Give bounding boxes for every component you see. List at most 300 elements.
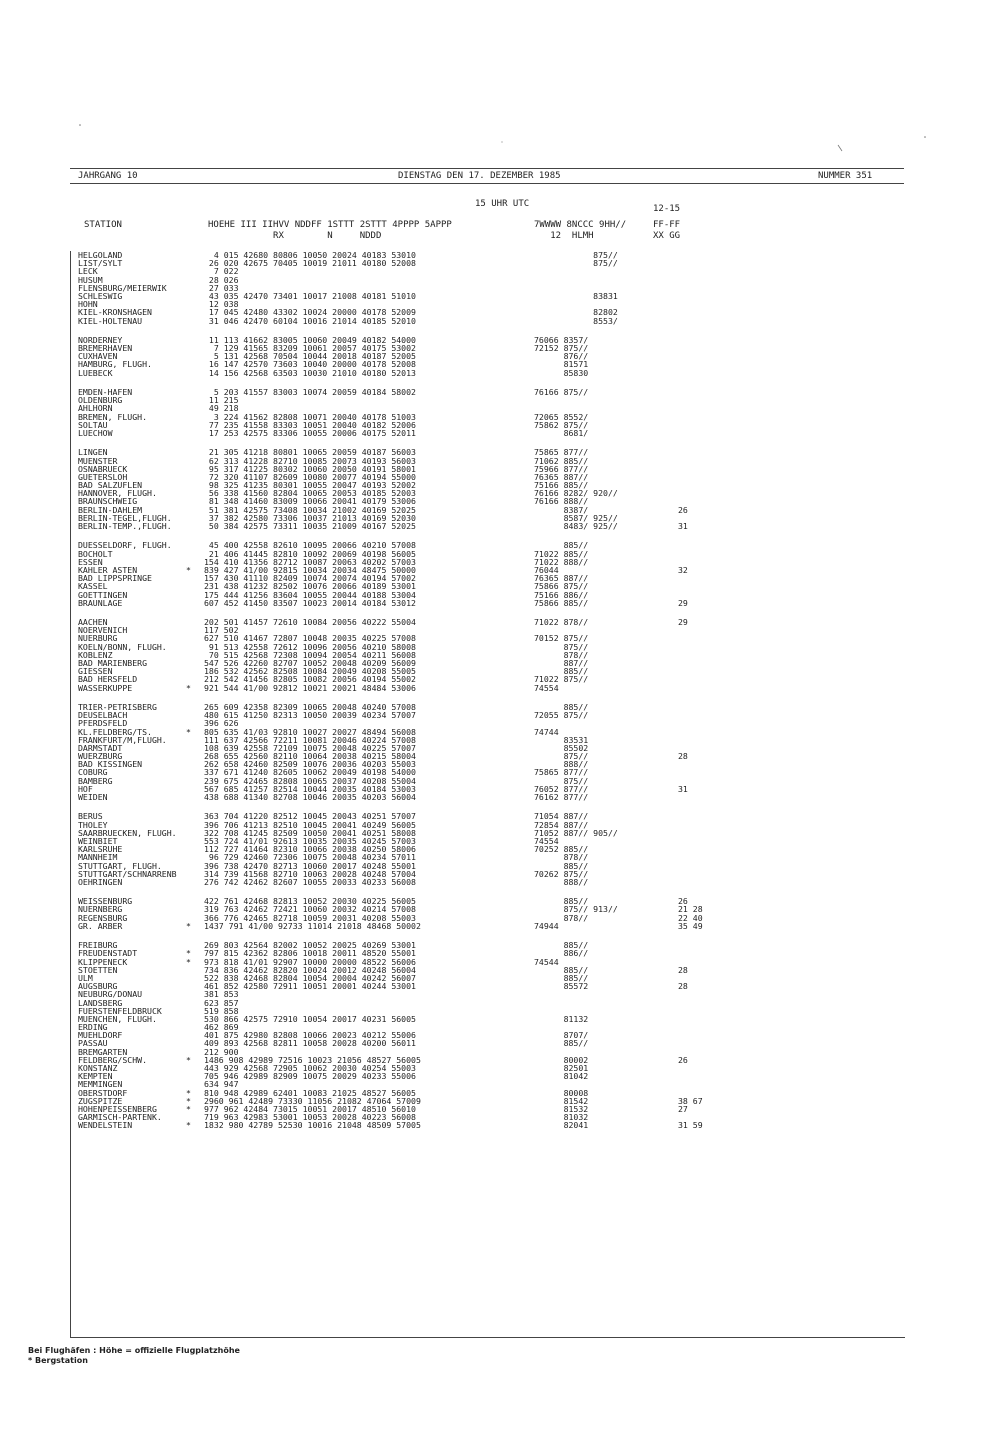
station-name: HELGOLAND: [78, 250, 123, 260]
synop-codes: 117 502: [204, 625, 239, 636]
gust-values: 38 67: [678, 1095, 703, 1106]
synop-codes: 98 325 41235 80301 10055 20047 40193 52002: [204, 480, 416, 491]
synop-codes: 62 313 41228 82710 10085 20073 40193 56003: [204, 455, 416, 466]
station-name: BAMBERG: [78, 775, 113, 786]
gust-values: 29: [678, 617, 688, 628]
station-name: HOHN: [78, 299, 98, 310]
station-name: BREMEN, FLUGH.: [78, 411, 148, 422]
synop-codes: 438 688 41340 82708 10046 20035 40203 56004: [204, 792, 416, 802]
observation-codes: 82802: [534, 307, 618, 318]
station-name: NUERNBERG: [78, 904, 123, 915]
station-name: OSNABRUECK: [78, 463, 128, 474]
station-name: HOHENPEISSENBERG: [78, 1103, 157, 1114]
station-name: BAD KISSINGEN: [78, 759, 143, 770]
station-name: FLENSBURG/MEIERWIK: [78, 282, 167, 293]
observation-codes: 8707/: [534, 1030, 589, 1041]
synop-codes: 16 147 42570 73603 10040 20000 40178 52008: [204, 359, 416, 370]
observation-codes: 76365 887//: [534, 573, 589, 584]
gust-values: 27: [678, 1103, 688, 1114]
synop-codes: 95 317 41225 80302 10060 20050 40191 58001: [204, 463, 416, 474]
station-name: PFERDSFELD: [78, 718, 128, 729]
observation-codes: 71062 885//: [534, 455, 589, 466]
synop-codes: 175 444 41256 83604 10055 20044 40188 53004: [204, 589, 416, 600]
station-name: BAD HERSFELD: [78, 674, 138, 685]
synop-codes: 91 513 42558 72612 10096 20056 40210 58008: [204, 641, 416, 652]
station-name: GARMISCH-PARTENK.: [78, 1112, 162, 1123]
station-name: DARMSTADT: [78, 742, 123, 753]
synop-codes: 396 626: [204, 718, 239, 729]
station-name: SOLTAU: [78, 419, 108, 430]
station-name: NOERVENICH: [78, 625, 128, 636]
extra-columns-subheader: XX GG: [653, 231, 681, 241]
synop-codes: 623 857: [204, 997, 239, 1008]
observation-codes: 71022 875//: [534, 674, 589, 685]
synop-codes: 11 113 41662 83005 10060 20049 40182 54000: [204, 334, 416, 345]
synop-codes: 45 400 42558 82610 10095 20066 40210 57008: [204, 540, 416, 551]
observation-codes: 878//: [534, 912, 589, 923]
observation-codes: 885//: [534, 896, 589, 907]
synop-codes: 553 724 41/01 92613 10035 20035 40245 57003: [204, 835, 416, 846]
observation-codes: 8681/: [534, 427, 589, 438]
observation-codes: 76066 8357/: [534, 334, 589, 345]
station-name: TRIER-PETRISBERG: [78, 701, 157, 712]
synop-codes: 719 963 42983 53001 10053 20028 40223 56008: [204, 1112, 416, 1123]
observation-codes: 75166 886//: [534, 589, 589, 600]
observation-codes: 75966 877//: [534, 463, 589, 474]
synop-codes: 268 655 42560 82110 10064 20038 40215 58004: [204, 751, 416, 762]
synop-codes: 522 838 42468 82804 10054 20004 40242 56007: [204, 972, 416, 983]
observation-codes: 74744: [534, 726, 559, 737]
synop-codes: 567 685 41257 82514 10044 20035 40184 53003: [204, 783, 416, 794]
synop-codes: 231 438 41232 82502 10076 20066 40189 53001: [204, 581, 416, 592]
synop-codes: 319 763 42462 72421 10060 20032 40214 57008: [204, 904, 416, 915]
extra-columns-header: FF-FF: [653, 220, 681, 230]
observation-codes: 76166 888//: [534, 496, 589, 507]
station-name: AACHEN: [78, 617, 108, 628]
footnote-airports: Bei Flughäfen : Höhe = offizielle Flugplatzhöhe: [28, 1346, 240, 1355]
synop-codes: 37 382 42580 73306 10037 21013 40169 52030: [204, 512, 416, 523]
observation-codes: 74944: [534, 920, 559, 931]
observation-codes: 70262 875//: [534, 868, 589, 879]
station-name: ZUGSPITZE: [78, 1095, 123, 1106]
observation-codes: 75166 885//: [534, 480, 589, 491]
station-name: STOETTEN: [78, 964, 118, 975]
station-name: BERLIN-DAHLEM: [78, 504, 143, 515]
station-name: WUERZBURG: [78, 751, 123, 762]
observation-codes: 71052 887// 905//: [534, 827, 618, 838]
synop-codes: 805 635 41/03 92810 10027 20027 48494 56008: [204, 726, 416, 737]
synop-codes: 21 305 41218 80801 10065 20059 40187 56003: [204, 447, 416, 458]
synop-codes: 322 708 41245 82509 10050 20041 40251 58008: [204, 827, 416, 838]
observation-time: 15 UHR UTC: [475, 199, 530, 209]
synop-codes: 337 671 41240 82605 10062 20049 40198 54000: [204, 767, 416, 778]
observation-codes: 886//: [534, 948, 589, 959]
synop-codes: 839 427 41/00 92815 10034 20034 48475 50000: [204, 564, 416, 575]
mountain-station-marker: *: [186, 1103, 191, 1114]
observation-codes: 72152 875//: [534, 343, 589, 354]
synop-codes: 31 046 42470 60104 10016 21014 40185 52010: [204, 315, 416, 326]
station-name: MANNHEIM: [78, 852, 118, 863]
gust-values: 21 28: [678, 904, 703, 915]
observation-codes: 885//: [534, 540, 589, 551]
synop-codes: 43 035 42470 73401 10017 21008 40181 51010: [204, 290, 416, 301]
gust-values: 31: [678, 783, 688, 794]
station-name: FELDBERG/SCHW.: [78, 1054, 148, 1065]
date-label: DIENSTAG DEN 17. DEZEMBER 1985: [398, 171, 561, 181]
synop-codes: 519 858: [204, 1005, 239, 1016]
station-column-header: STATION: [84, 220, 122, 230]
synop-codes: 27 033: [204, 282, 239, 293]
station-name: KAHLER ASTEN: [78, 564, 138, 575]
synop-codes: 396 706 41213 82510 10045 20041 40249 56005: [204, 819, 416, 830]
synop-codes: 1437 791 41/00 92733 11014 21018 48468 50002: [204, 920, 421, 931]
station-name: DUESSELDORF, FLUGH.: [78, 540, 172, 551]
gust-values: 35 49: [678, 920, 703, 931]
synop-codes: 49 218: [204, 403, 239, 414]
observation-codes: 82041: [534, 1120, 589, 1131]
observation-codes: 885//: [534, 701, 589, 712]
synop-codes: 112 727 41464 82310 10066 20038 40250 58006: [204, 844, 416, 855]
observation-codes: 885//: [534, 940, 589, 951]
station-name: BRAUNLAGE: [78, 597, 123, 608]
station-name: HUSUM: [78, 274, 103, 285]
mountain-station-marker: *: [186, 956, 191, 967]
mountain-station-marker: *: [186, 1095, 191, 1106]
synop-codes: 269 803 42564 82002 10052 20025 40269 53001: [204, 940, 416, 951]
gust-values: 26: [678, 504, 688, 515]
synop-codes: 12 038: [204, 299, 239, 310]
obs-columns-subheader: 12 HLMH: [534, 231, 594, 241]
synop-codes: 363 704 41220 82512 10045 20043 40251 57007: [204, 811, 416, 822]
observation-codes: 72055 875//: [534, 710, 589, 721]
synop-codes: 705 946 42989 82909 10075 20029 40233 55006: [204, 1071, 416, 1082]
observation-codes: 75865 877//: [534, 447, 589, 458]
station-name: BAD MARIENBERG: [78, 658, 148, 668]
synop-codes: 96 729 42460 72306 10075 20048 40234 57011: [204, 852, 416, 863]
synop-codes: 634 947: [204, 1079, 239, 1090]
synop-codes: 72 320 41107 82609 10080 20077 40194 55000: [204, 471, 416, 482]
station-name: FREUDENSTADT: [78, 948, 138, 959]
observation-codes: 74544: [534, 956, 559, 967]
synop-codes: 5 203 41557 83003 10074 20059 40184 58002: [204, 387, 416, 397]
synop-codes: 973 818 41/01 92907 10000 20000 48522 56006: [204, 956, 416, 967]
station-name: HAMBURG, FLUGH.: [78, 359, 152, 370]
station-name: LANDSBERG: [78, 997, 123, 1008]
observation-codes: 76166 8282/ 920//: [534, 488, 618, 499]
station-name: CUXHAVEN: [78, 351, 118, 362]
station-name: KARLSRUHE: [78, 844, 123, 855]
station-name: DEUSELBACH: [78, 710, 128, 721]
station-name: HOF: [78, 783, 93, 794]
observation-codes: 81571: [534, 359, 589, 370]
synop-codes: 7 129 41565 83209 10061 20057 40175 53002: [204, 343, 416, 354]
station-name: OEHRINGEN: [78, 876, 123, 887]
observation-codes: 885//: [534, 972, 589, 983]
station-name: MUENSTER: [78, 455, 118, 466]
mountain-station-marker: *: [186, 726, 191, 737]
station-name: KONSTANZ: [78, 1063, 118, 1073]
observation-codes: 74554: [534, 835, 559, 846]
synop-codes: 157 430 41110 82409 10074 20074 40194 57002: [204, 573, 416, 584]
mountain-station-marker: *: [186, 1054, 191, 1065]
observation-codes: 81132: [534, 1013, 589, 1024]
station-name: MEMMINGEN: [78, 1079, 123, 1090]
synop-codes: 111 637 42566 72211 10081 20046 40224 57008: [204, 734, 416, 745]
station-name: MUENCHEN, FLUGH.: [78, 1013, 157, 1024]
gust-values: 31 59: [678, 1120, 703, 1131]
station-name: SCHLESWIG: [78, 290, 123, 301]
observation-codes: 81542: [534, 1095, 589, 1106]
synop-codes: 11 215: [204, 395, 239, 406]
observation-codes: 76162 877//: [534, 792, 589, 802]
synop-codes: 381 853: [204, 989, 239, 1000]
gust-values: 28: [678, 981, 688, 992]
station-name: KEMPTEN: [78, 1071, 113, 1082]
observation-codes: 71022 878//: [534, 617, 589, 628]
synop-codes: 17 253 42575 83306 10055 20006 40175 52011: [204, 427, 416, 438]
synop-codes: 3 224 41562 82808 10071 20040 40178 51003: [204, 411, 416, 422]
observation-codes: 75866 875//: [534, 581, 589, 592]
synop-codes: 977 962 42484 73015 10051 20017 48510 56010: [204, 1103, 416, 1114]
station-name: GOETTINGEN: [78, 589, 128, 600]
station-name: BERUS: [78, 811, 103, 822]
observation-codes: 71022 888//: [534, 556, 589, 567]
station-name: GUETERSLOH: [78, 471, 128, 482]
station-name: NUERBURG: [78, 633, 118, 644]
synop-codes: 1832 980 42789 52530 10016 21048 48509 57005: [204, 1120, 421, 1131]
station-name: REGENSBURG: [78, 912, 128, 923]
station-name: FUERSTENFELDBRUCK: [78, 1005, 162, 1016]
synop-codes: 14 156 42568 63503 10030 21010 40180 52013: [204, 367, 416, 378]
station-name: LIST/SYLT: [78, 258, 123, 269]
station-name: OBERSTDORF: [78, 1087, 128, 1098]
observation-codes: 81032: [534, 1112, 589, 1123]
observation-codes: 76052 877//: [534, 783, 589, 794]
observation-codes: 885//: [534, 964, 589, 975]
synop-codes: 547 526 42260 82707 10052 20048 40209 56009: [204, 658, 416, 668]
synop-codes: 461 852 42580 72911 10051 20001 40244 53001: [204, 981, 416, 992]
synop-codes: 212 900: [204, 1046, 239, 1057]
synop-codes: 81 348 41460 83009 10066 20041 40179 53006: [204, 496, 416, 507]
station-name: HANNOVER, FLUGH.: [78, 488, 157, 499]
observation-codes: 71054 887//: [534, 811, 589, 822]
station-name: FREIBURG: [78, 940, 118, 951]
synop-codes: 366 776 42465 82718 10059 20031 40208 55003: [204, 912, 416, 923]
synop-codes: 70 515 42568 72308 10094 20054 40211 56008: [204, 649, 416, 660]
observation-codes: 76044: [534, 564, 559, 575]
observation-codes: 875// 913//: [534, 904, 618, 915]
synop-codes: 51 381 42575 73408 10034 21002 40169 52025: [204, 504, 416, 515]
observation-codes: 885//: [534, 666, 589, 677]
synop-codes: 530 866 42575 72910 10054 20017 40231 56005: [204, 1013, 416, 1024]
station-name: BERLIN-TEMP.,FLUGH.: [78, 521, 172, 531]
station-name: MUEHLDORF: [78, 1030, 123, 1041]
synop-codes: 26 020 42675 70405 10019 21011 40180 52008: [204, 258, 416, 269]
observation-codes: 876//: [534, 351, 589, 362]
station-name: STUTTGART/SCHNARRENB: [78, 868, 177, 879]
station-name: KLIPPENECK: [78, 956, 128, 967]
synop-codes: 5 131 42568 70504 10044 20018 40187 52005: [204, 351, 416, 362]
synop-codes: 734 836 42462 82820 10024 20012 40248 56004: [204, 964, 416, 975]
synop-codes: 77 235 41558 83303 10051 20040 40182 52006: [204, 419, 416, 430]
station-name: BREMGARTEN: [78, 1046, 128, 1057]
mountain-station-marker: *: [186, 948, 191, 959]
observation-codes: 75866 885//: [534, 597, 589, 608]
station-name: KL.FELDBERG/TS.: [78, 726, 152, 737]
station-name: OLDENBURG: [78, 395, 123, 406]
synop-codes: 314 739 41568 82710 10063 20028 40248 57004: [204, 868, 416, 879]
station-name: BERLIN-TEGEL,FLUGH.: [78, 512, 172, 523]
station-name: BAD SALZUFLEN: [78, 480, 143, 491]
station-name: ESSEN: [78, 556, 103, 567]
station-name: GIESSEN: [78, 666, 113, 677]
synop-codes: 212 542 41456 82805 10082 20056 40194 55002: [204, 674, 416, 685]
observation-codes: 885//: [534, 1038, 589, 1049]
observation-codes: 8387/: [534, 504, 589, 515]
observation-codes: 81042: [534, 1071, 589, 1082]
gust-values: 29: [678, 597, 688, 608]
observation-codes: 80008: [534, 1087, 589, 1098]
observation-codes: 875//: [534, 775, 589, 786]
observation-codes: 885//: [534, 860, 589, 871]
station-name: KIEL-KRONSHAGEN: [78, 307, 152, 318]
mountain-station-marker: *: [186, 1087, 191, 1098]
observation-codes: 83531: [534, 734, 589, 745]
footnote-mountain: * Bergstation: [28, 1356, 88, 1365]
gust-values: 28: [678, 964, 688, 975]
synop-codes: 239 675 42465 82808 10065 20037 40208 55004: [204, 775, 416, 786]
station-name: AHLHORN: [78, 403, 113, 414]
obs-columns-header: 7WWWW 8NCCC 9HH//: [534, 220, 627, 230]
issue-number: NUMMER 351: [818, 171, 873, 181]
synop-codes: 921 544 41/00 92812 10021 20021 48484 53006: [204, 682, 416, 693]
synop-codes: 7 022: [204, 266, 239, 277]
observation-codes: 8483/ 925//: [534, 521, 618, 531]
synop-codes: 462 869: [204, 1022, 239, 1033]
station-name: LUECHOW: [78, 427, 113, 438]
synop-codes: 396 738 42470 82713 10060 20017 40248 55001: [204, 860, 416, 871]
station-name: NORDERNEY: [78, 334, 123, 345]
synop-codes: 50 384 42575 73311 10035 21009 40167 52025: [204, 521, 416, 531]
synop-codes: 186 532 42562 82508 10084 20049 40208 55005: [204, 666, 416, 677]
station-name: EMDEN-HAFEN: [78, 387, 133, 397]
synop-codes: 797 815 42362 82806 10018 20011 48520 55001: [204, 948, 416, 959]
observation-codes: 85502: [534, 742, 589, 753]
extra-time-range: 12-15: [653, 204, 681, 214]
station-name: SAARBRUECKEN, FLUGH.: [78, 827, 177, 838]
synop-codes: 1486 908 42989 72516 10023 21056 48527 56005: [204, 1054, 421, 1065]
observation-codes: 72854 887//: [534, 819, 589, 830]
synop-codes: 4 015 42680 80806 10050 20024 40183 53010: [204, 250, 416, 260]
observation-codes: 875//: [534, 250, 618, 260]
station-name: BAD LIPPSPRINGE: [78, 573, 152, 584]
station-name: BOCHOLT: [78, 548, 113, 559]
synop-codes: 627 510 41467 72807 10048 20035 40225 57008: [204, 633, 416, 644]
observation-codes: 878//: [534, 852, 589, 863]
station-name: STUTTGART, FLUGH.: [78, 860, 162, 871]
station-name: BRAUNSCHWEIG: [78, 496, 138, 507]
synop-codes: 28 026: [204, 274, 239, 285]
observation-codes: 83831: [534, 290, 618, 301]
synop-codes: 480 615 41250 82313 10050 20039 40234 57007: [204, 710, 416, 721]
synop-codes: 265 609 42358 82309 10065 20048 40240 57008: [204, 701, 416, 712]
synop-codes: 262 658 42460 82509 10076 20036 40203 55003: [204, 759, 416, 770]
station-name: AUGSBURG: [78, 981, 118, 992]
synop-codes: 108 639 42558 72109 10075 20048 40225 57007: [204, 742, 416, 753]
observation-codes: 70152 875//: [534, 633, 589, 644]
observation-codes: 76166 875//: [534, 387, 589, 397]
observation-codes: 75862 875//: [534, 419, 589, 430]
gust-values: 28: [678, 751, 688, 762]
station-name: GR. ARBER: [78, 920, 123, 931]
station-name: ERDING: [78, 1022, 108, 1033]
observation-codes: 76365 887//: [534, 471, 589, 482]
station-name: WEISSENBURG: [78, 896, 133, 907]
observation-codes: 888//: [534, 876, 589, 887]
station-name: COBURG: [78, 767, 108, 778]
mountain-station-marker: *: [186, 564, 191, 575]
station-name: ULM: [78, 972, 93, 983]
station-name: PASSAU: [78, 1038, 108, 1049]
observation-codes: 8587/ 925//: [534, 512, 618, 523]
station-name: KOELN/BONN, FLUGH.: [78, 641, 167, 652]
observation-codes: 875//: [534, 641, 589, 652]
synop-codes: 409 893 42568 82811 10058 20028 40200 56011: [204, 1038, 416, 1049]
gust-values: 26: [678, 1054, 688, 1065]
observation-codes: 85830: [534, 367, 589, 378]
mountain-station-marker: *: [186, 920, 191, 931]
observation-codes: 70252 885//: [534, 844, 589, 855]
volume-label: JAHRGANG 10: [78, 171, 138, 181]
gust-values: 32: [678, 564, 688, 575]
observation-codes: 875//: [534, 258, 618, 269]
observation-codes: 85572: [534, 981, 589, 992]
synop-codes: 154 410 41356 82712 10087 20063 40202 57003: [204, 556, 416, 567]
station-name: WENDELSTEIN: [78, 1120, 133, 1131]
station-name: KIEL-HOLTENAU: [78, 315, 143, 326]
station-name: THOLEY: [78, 819, 108, 830]
observation-codes: 72065 8552/: [534, 411, 589, 422]
synop-codes: 276 742 42462 82607 10055 20033 40233 56008: [204, 876, 416, 887]
synop-codes: 56 338 41560 82804 10065 20053 40185 52003: [204, 488, 416, 499]
synop-codes: 443 929 42568 72905 10062 20030 40254 55003: [204, 1063, 416, 1073]
station-name: WEINBIET: [78, 835, 118, 846]
synop-codes: 21 406 41445 82810 10092 20069 40198 56005: [204, 548, 416, 559]
mountain-station-marker: *: [186, 1120, 191, 1131]
observation-codes: 75865 877//: [534, 767, 589, 778]
mountain-station-marker: *: [186, 682, 191, 693]
gust-values: 31: [678, 521, 688, 531]
station-name: WEIDEN: [78, 792, 108, 802]
gust-values: 22 40: [678, 912, 703, 923]
station-name: BREMERHAVEN: [78, 343, 133, 354]
synop-codes: 401 875 42980 82808 10066 20023 40212 55006: [204, 1030, 416, 1041]
observation-codes: 74554: [534, 682, 559, 693]
observation-codes: 8553/: [534, 315, 618, 326]
observation-codes: 887//: [534, 658, 589, 668]
code-columns-header: HOEHE III IIHVV NDDFF 1STTT 2STTT 4PPPP 5APPP: [208, 220, 452, 230]
station-name: KOBLENZ: [78, 649, 113, 660]
observation-codes: 81532: [534, 1103, 589, 1114]
station-name: LUEBECK: [78, 367, 113, 378]
observation-codes: 878//: [534, 649, 589, 660]
observation-codes: 82501: [534, 1063, 589, 1073]
station-name: LECK: [78, 266, 98, 277]
synop-codes: 17 045 42480 43302 10024 20000 40178 52009: [204, 307, 416, 318]
observation-codes: 888//: [534, 759, 589, 770]
station-name: LINGEN: [78, 447, 108, 458]
synop-codes: 422 761 42468 82813 10052 20030 40225 56005: [204, 896, 416, 907]
